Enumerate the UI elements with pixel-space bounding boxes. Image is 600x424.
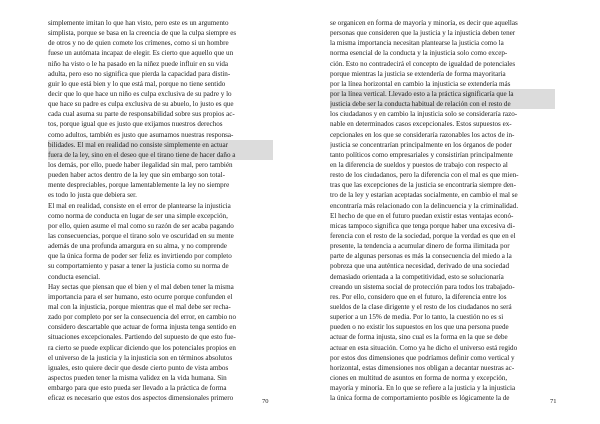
text-line: ferencia con el resto de la sociedad, porque la verdad es que en el [330, 231, 516, 240]
text-line: los demás, por ello, puede haber ilegalidad sin mal, pero también [48, 160, 233, 169]
text-line: zado por completo por ser la consecuencia del error, en cambio no [48, 313, 237, 322]
text-line: de otros y no de quien comete los crímenes, como si un hombre [48, 39, 229, 48]
text-line: micas tampoco significa que tenga porque haber una excesiva di- [330, 221, 515, 230]
text-line: que la única forma de poder ser feliz es invirtiendo por completo [48, 252, 232, 261]
text-line: iguales, esto quiere decir que desde cierto punto de vista ambos [48, 363, 229, 372]
right-page-text [330, 18, 555, 403]
text-line: el universo de la justicia y la injusticia son en términos absolutos [48, 353, 233, 362]
text-line: fuese un autómata incapaz de elegir. Es cierto que aquello que un [48, 49, 234, 58]
text-line: mente despreciables, porque lamentablemente la ley no siempre [48, 181, 230, 190]
text-line: mayoría y minoría. En lo que se refiere a la justicia y la injusticia [330, 384, 516, 393]
text-line: superior a un 15% de media. Por lo tanto, la cuestión no es si [330, 313, 504, 322]
text-line: situaciones excepcionales. Partiendo del supuesto de que esto fue- [48, 333, 236, 342]
text-line: porque mientras la justicia se extendería de forma mayoritaria [330, 69, 506, 78]
left-page-text [48, 18, 273, 403]
text-line: los ciudadanos y en cambio la injusticia solo se consideraría razo- [330, 110, 518, 119]
text-line: norma esencial de la conducta y la injusticia solo como excep- [330, 49, 508, 58]
text-line: la misma importancia necesitan plantearse la justicia como la [330, 39, 504, 48]
text-line: tos, porque igual que es justo que exijamos nuestros derechos [48, 120, 223, 129]
text-line: eficaz es necesario que estos dos aspectos dimensionales primero [48, 394, 234, 403]
text-line: por la línea vertical. Llevado esto a la práctica significaría que la [330, 89, 555, 99]
text-line: El hecho de que en el futuro puedan existir estas ventajas econó- [330, 211, 514, 220]
text-line: además de una profunda amargura en su alma, y no comprende [48, 242, 227, 251]
text-line: bilidades. El mal en realidad no consiste simplemente en actuar [48, 140, 273, 150]
text-line: Hay sectas que piensan que el bien y el mal deben tener la misma [48, 282, 234, 291]
text-line: ción. Esto no contradecirá el concepto de igualdad de potenciales [330, 59, 516, 68]
text-line: se organicen en forma de mayoría y minoría, es decir que aquellas [330, 19, 518, 27]
text-line: las consecuencias, porque el tirano solo ve oscuridad en su mente [48, 231, 234, 240]
text-line: fuera de la ley, sino en el deseo que el tirano tiene de hacer daño a [48, 150, 273, 160]
text-line: actuar de forma injusta, sino cual es la forma en la que se debe [330, 333, 508, 342]
text-line: conducta esencial. [48, 272, 100, 281]
text-line: aspectos pueden tener la misma validez en la vida humana. Sin [48, 373, 227, 382]
right-page [300, 0, 600, 424]
text-line: mal con la injusticia, porque mientras que el mal debe ser recha- [48, 302, 231, 311]
text-line: pobreza que una auténtica necesidad, derivado de una sociedad [330, 262, 510, 271]
text-line: guir lo que está bien y lo que está mal, porque no tiene sentido [48, 79, 226, 88]
text-line: tras que las excepciones de la justicia se encontraría siempre den- [330, 181, 516, 190]
text-line: simplemente imitan lo que han visto, pero este es un argumento [48, 19, 229, 27]
text-line: su comportamiento y pasar a tener la justicia como su norma de [48, 262, 229, 271]
text-line: adulta, pero eso no significa que pierda la capacidad para distin- [48, 69, 231, 78]
text-line: nable en determinados casos excepcionales. Estos supuestos ex- [330, 120, 512, 129]
text-line: cepcionales en los que se consideraría razonables los actos de in- [330, 130, 515, 139]
text-line: tro de la ley y estarían aceptadas socialmente, en cambio el mal se [330, 191, 518, 200]
text-line: actuar en esta situación. Como ya he dicho el universo está regido [330, 343, 518, 352]
text-line: res. Por ello, considero que en el futuro, la diferencia entre los [330, 292, 507, 301]
text-line: presente, la tendencia a acumular dinero de forma ilimitada por [330, 242, 510, 251]
text-line: horizontal, estas dimensiones nos obligan a decantar nuestras ac- [330, 363, 515, 372]
text-line: decir que lo que hace un niño es culpa exclusiva de su padre y lo [48, 89, 232, 98]
text-line: embargo para que esto pueda ser llevado a la práctica de forma [48, 384, 227, 393]
text-line: considero descartable que actuar de forma injusta tenga sentido en [48, 323, 237, 332]
text-line: demasiado orientada a la competitividad, esto se solucionaría [330, 272, 504, 281]
text-line: niño ha visto o le ha pasado en la niñez puede influir en su vida [48, 59, 229, 68]
text-line: encontraría más relacionado con la delincuencia y la criminalidad. [330, 201, 519, 210]
text-line: resto de los ciudadanos, pero la diferencia con el mal es que mien- [330, 171, 519, 180]
text-line: personas que consideren que la justicia y la injusticia deben tener [330, 29, 516, 38]
text-line: pueden o no existir los supuestos en los que una persona puede [330, 323, 509, 332]
text-line: por la línea horizontal en cambio la injusticia se extendería más [330, 79, 511, 88]
text-line: justicia se concentrarían principalmente en los órganos de poder [330, 140, 512, 149]
text-line: sueldos de la clase dirigente y el resto de los ciudadanos no será [330, 302, 512, 311]
text-line: como norma de conducta en lugar de ser una simple excepción, [48, 211, 228, 220]
text-line: pueden haber actos dentro de la ley que sin embargo son total- [48, 171, 225, 180]
text-line: es todo lo justa que debiera ser. [48, 191, 137, 200]
right-page-number: 71 [550, 398, 557, 405]
text-line: que hace su padre es culpa exclusiva de su abuelo, lo justo es que [48, 100, 234, 109]
text-line: simplista, porque se basa en la creencia de que la culpa siempre es [48, 29, 237, 38]
text-line: creando un sistema social de protección para todos los trabajado- [330, 282, 515, 291]
text-line: por estos dos dimensiones que podríamos definir como vertical y [330, 353, 515, 362]
text-line: importancia para el ser humano, esto ocurre porque confunden el [48, 292, 233, 301]
left-page-number: 70 [262, 398, 269, 405]
text-line: en la diferencia de sueldos y puestos de trabajo con respecto al [330, 160, 508, 169]
text-line: la única forma de comportamiento posible es lógicamente la de [330, 394, 510, 403]
text-line: por ello, quien asume el mal como su razón de ser acaba pagando [48, 221, 234, 230]
text-line: cada cual asuma su parte de responsabilidad sobre sus propios ac- [48, 110, 235, 119]
text-line: ra cierto se puede explicar diciendo que los potenciales propios en [48, 343, 236, 352]
text-line: justicia debe ser la conducta habitual de relación con el resto de [330, 99, 555, 109]
text-line: como adultos, también es justo que asumamos nuestras responsa- [48, 130, 234, 139]
text-line: parte de algunas personas es más la consecuencia del miedo a la [330, 252, 512, 261]
text-line: ciones en multitud de asuntos en forma de norma y excepción, [330, 373, 508, 382]
text-line: tanto políticos como empresariales y consistirían principalmente [330, 150, 513, 159]
text-line: El mal en realidad, consiste en el error de plantearse la injusticia [48, 201, 231, 210]
